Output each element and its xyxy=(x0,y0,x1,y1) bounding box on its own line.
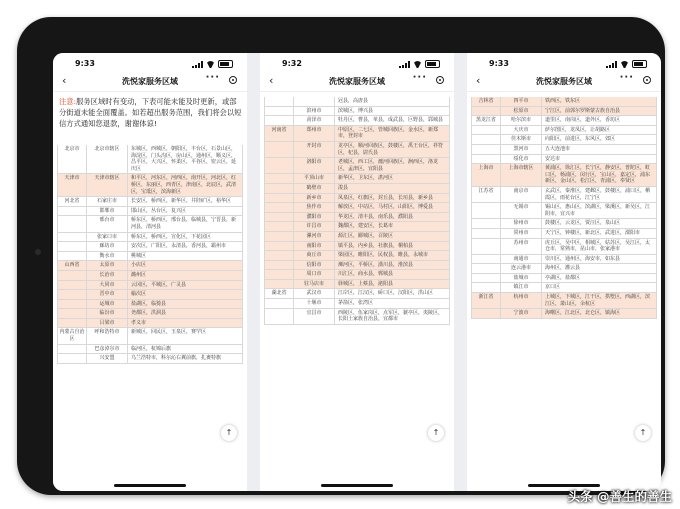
province-cell xyxy=(471,203,501,218)
city-cell: 哈尔滨市 xyxy=(501,116,542,125)
table-row xyxy=(471,274,657,284)
province-cell xyxy=(471,309,501,318)
city-cell: 焦作市 xyxy=(294,203,335,212)
phone-screen-1 xyxy=(53,53,247,491)
table-row xyxy=(57,290,243,300)
province-cell xyxy=(264,280,294,289)
battery-icon xyxy=(425,60,440,68)
province-cell xyxy=(264,242,294,251)
wifi-icon xyxy=(206,61,215,68)
table-row xyxy=(471,293,657,309)
city-cell: 天津市辖区 xyxy=(87,174,128,196)
province-cell xyxy=(471,219,501,228)
table-row xyxy=(57,197,243,207)
close-miniapp-icon[interactable] xyxy=(229,76,237,84)
table-row xyxy=(264,280,450,290)
more-icon[interactable]: ··· xyxy=(619,72,634,83)
back-icon[interactable]: ‹ xyxy=(476,74,481,87)
district-cell: 驿城区，上蔡县，泌阳县 xyxy=(335,280,450,289)
table-row xyxy=(57,281,243,291)
province-cell xyxy=(471,107,501,116)
table-row xyxy=(471,239,657,255)
city-cell: 漯河市 xyxy=(294,232,335,241)
district-cell: 长安区，桥西区，新华区，井陉矿区，裕华区 xyxy=(128,197,243,206)
table-row xyxy=(264,251,450,261)
province-cell xyxy=(57,207,87,216)
district-cell: 魏都区，建安区，长葛市 xyxy=(335,222,450,231)
page-title: 洗悦家服务区域 xyxy=(329,77,385,86)
table-row xyxy=(264,184,450,194)
close-miniapp-icon[interactable] xyxy=(643,76,651,84)
province-cell: 北京市 xyxy=(57,145,87,173)
district-cell: 盐湖区，临猗县 xyxy=(128,300,243,309)
district-cell: 中原区，二七区，管城回族区，金水区，新郑市，登封市 xyxy=(335,126,450,141)
table-row xyxy=(471,164,657,187)
camera-dot xyxy=(35,249,41,255)
district-cell: 东城区，西城区，朝阳区，丰台区，石景山区，海淀区，门头沟区，房山区，通州区，顺义区，昌平区，大兴区，怀柔区，平谷区，密云区，延庆区 xyxy=(128,145,243,173)
table-row xyxy=(57,354,243,364)
city-cell: 开封市 xyxy=(294,142,335,157)
table-row xyxy=(264,116,450,126)
table-row xyxy=(264,289,450,299)
city-cell: 黑河市 xyxy=(501,145,542,154)
province-cell: 河南省 xyxy=(264,126,294,141)
city-cell: 邢台市 xyxy=(87,216,128,231)
city-cell: 吕梁市 xyxy=(87,319,128,328)
phone-gap xyxy=(454,53,467,491)
table-row xyxy=(57,328,243,344)
province-cell xyxy=(57,345,87,354)
status-time: 9:33 xyxy=(75,59,95,68)
table-row xyxy=(57,216,243,232)
province-cell xyxy=(264,142,294,157)
city-cell: 邯郸市 xyxy=(87,207,128,216)
city-cell: 十堰市 xyxy=(294,299,335,308)
wifi-icon xyxy=(413,61,422,68)
city-cell: 运城市 xyxy=(87,300,128,309)
tablet-frame xyxy=(17,17,665,495)
city-cell: 连云港市 xyxy=(501,264,542,273)
table-row xyxy=(57,261,243,271)
city-cell: 太原市 xyxy=(87,261,128,270)
status-bar xyxy=(260,53,454,71)
district-cell: 源汇区，郾城区，召陵区 xyxy=(335,232,450,241)
table-row xyxy=(57,145,243,174)
province-cell xyxy=(57,354,87,363)
status-bar xyxy=(467,53,661,71)
district-cell: 五大连池市 xyxy=(542,145,657,154)
province-cell xyxy=(264,222,294,231)
district-cell: 崇川区，通州区，海安市，如东县 xyxy=(542,255,657,264)
city-cell: 镇江市 xyxy=(501,283,542,292)
table-row xyxy=(57,242,243,252)
province-cell xyxy=(264,194,294,203)
table-row xyxy=(57,233,243,243)
province-cell xyxy=(57,216,87,231)
province-cell xyxy=(57,319,87,328)
province-cell xyxy=(57,300,87,309)
city-cell: 周口市 xyxy=(294,270,335,279)
province-cell xyxy=(471,126,501,135)
province-cell xyxy=(471,264,501,273)
city-cell: 临汾市 xyxy=(87,309,128,318)
province-cell xyxy=(471,255,501,264)
table-row xyxy=(264,213,450,223)
nav-bar xyxy=(260,71,454,92)
province-cell xyxy=(264,213,294,222)
province-cell: 天津市 xyxy=(57,174,87,196)
district-cell: 华龙区，清丰县，南乐县，濮阳县 xyxy=(335,213,450,222)
table-row xyxy=(264,270,450,280)
table-row xyxy=(264,309,450,325)
province-cell xyxy=(57,242,87,251)
district-cell: 锡山区，惠山区，滨湖区，梁溪区，新吴区，江阴市，宜兴市 xyxy=(542,203,657,218)
district-cell: 浉河区，平桥区，潢川县，淮滨县 xyxy=(335,261,450,270)
province-cell xyxy=(57,309,87,318)
city-cell: 大同市 xyxy=(87,281,128,290)
table-row xyxy=(264,261,450,271)
notice-text xyxy=(53,92,247,133)
province-cell: 内蒙古自治区 xyxy=(57,328,87,343)
table-row xyxy=(471,219,657,229)
city-cell: 鹤壁市 xyxy=(294,184,335,193)
table-row xyxy=(264,232,450,242)
district-cell: 榆次区 xyxy=(128,290,243,299)
home-indicator[interactable] xyxy=(114,484,186,487)
province-cell xyxy=(471,145,501,154)
city-cell: 信阳市 xyxy=(294,261,335,270)
district-cell: 桃城区 xyxy=(128,252,243,261)
city-cell: 晋中市 xyxy=(87,290,128,299)
table-row xyxy=(264,107,450,117)
city-cell: 宜昌市 xyxy=(294,309,335,324)
district-cell: 和平区，河东区，河西区，南开区，河北区，红桥区，东丽区，西青区，津南区，北辰区，武清区，宝坻区，滨海新区 xyxy=(128,174,243,196)
province-cell xyxy=(264,184,294,193)
district-cell: 新城区，回民区，玉泉区，赛罕区 xyxy=(128,328,243,343)
scroll-top-button[interactable]: ↑ xyxy=(221,425,237,441)
phone-gap xyxy=(247,53,260,491)
city-cell: 张家口市 xyxy=(87,233,128,242)
province-cell xyxy=(264,116,294,125)
service-area-table xyxy=(264,97,450,325)
district-cell: 老城区，西工区，瀍河回族区，涧西区，洛龙区，孟津区，宜阳县 xyxy=(335,158,450,173)
district-cell: 桥东区，桥西区，宣化区，下花园区 xyxy=(128,233,243,242)
table-row xyxy=(264,158,450,174)
table-row xyxy=(264,203,450,213)
province-cell xyxy=(57,271,87,280)
district-cell: 亭湖区，盐都区 xyxy=(542,274,657,283)
city-cell: 濮阳市 xyxy=(294,213,335,222)
table-row xyxy=(471,155,657,165)
district-cell: 安达市 xyxy=(542,155,657,164)
province-cell xyxy=(264,203,294,212)
district-cell: 道里区，南岗区，道外区，香坊区 xyxy=(542,116,657,125)
city-cell: 滨州市 xyxy=(294,107,335,116)
table-row xyxy=(57,309,243,319)
table-row xyxy=(57,252,243,262)
table-row xyxy=(264,142,450,158)
district-cell: 尧都区，洪洞县 xyxy=(128,309,243,318)
city-cell: 无锡市 xyxy=(501,203,542,218)
scroll-top-button[interactable]: ↑ xyxy=(635,425,651,441)
back-icon[interactable]: ‹ xyxy=(269,74,274,87)
battery-icon xyxy=(632,60,647,68)
more-icon[interactable]: ··· xyxy=(412,72,427,83)
city-cell xyxy=(294,97,335,106)
city-cell: 绥化市 xyxy=(501,155,542,164)
table-row xyxy=(471,283,657,293)
district-cell: 京口区 xyxy=(542,283,657,292)
city-cell: 廊坊市 xyxy=(87,242,128,251)
status-bar xyxy=(53,53,247,71)
district-cell: 海州区，灌云县 xyxy=(542,264,657,273)
city-cell: 大庆市 xyxy=(501,126,542,135)
province-cell xyxy=(264,107,294,116)
table-row xyxy=(57,319,243,329)
watermark: 头条 @善生的善生 xyxy=(567,489,672,504)
table-row xyxy=(264,222,450,232)
city-cell: 菏泽市 xyxy=(294,116,335,125)
table-row xyxy=(264,126,450,142)
province-cell: 山西省 xyxy=(57,261,87,270)
scroll-top-button[interactable]: ↑ xyxy=(428,425,444,441)
district-cell: 黄浦区，徐汇区，长宁区，静安区，普陀区，虹口区，杨浦区，闵行区，宝山区，嘉定区，浦东新区，金山区，松江区，青浦区，奉贤区 xyxy=(542,164,657,186)
city-cell: 南阳市 xyxy=(294,242,335,251)
province-cell xyxy=(471,283,501,292)
district-cell: 镇平县，内乡县，社旗县，桐柏县 xyxy=(335,242,450,251)
district-cell: 乌兰浩特市，科尔沁右翼前旗，扎赉特旗 xyxy=(128,354,243,363)
province-cell xyxy=(264,309,294,324)
province-cell xyxy=(264,174,294,183)
city-cell: 宁波市 xyxy=(501,309,542,318)
phone-screen-2 xyxy=(260,53,454,491)
table-row xyxy=(57,300,243,310)
table-row xyxy=(471,107,657,117)
province-cell xyxy=(264,261,294,270)
notice-body: 服务区域时有变动，下表可能未能及时更新，或部分街道未能全面覆盖。如若超出服务范围，我们将会以短信方式通知您退款，谢谢体谅! xyxy=(59,97,242,129)
district-cell: 邯山区，丛台区，复兴区 xyxy=(128,207,243,216)
table-row xyxy=(471,309,657,319)
table-row xyxy=(471,145,657,155)
table-row xyxy=(471,255,657,265)
city-cell: 上海市辖区 xyxy=(501,164,542,186)
province-cell xyxy=(264,270,294,279)
table-row xyxy=(471,187,657,203)
city-cell: 盐城市 xyxy=(501,274,542,283)
district-cell: 潞州区 xyxy=(128,271,243,280)
district-cell: 茅箭区，张湾区 xyxy=(335,299,450,308)
table-row xyxy=(471,97,657,107)
province-cell xyxy=(471,274,501,283)
district-cell: 安次区，广阳区，永清县，香河县，霸州市 xyxy=(128,242,243,251)
province-cell: 上海市 xyxy=(471,164,501,186)
city-cell: 四平市 xyxy=(501,97,542,106)
city-cell: 南通市 xyxy=(501,255,542,264)
city-cell: 商丘市 xyxy=(294,251,335,260)
city-cell: 呼和浩特市 xyxy=(87,328,128,343)
district-cell: 浚县 xyxy=(335,184,450,193)
district-cell: 龙亭区，顺河回族区，鼓楼区，禹王台区，祥符区，杞县，尉氏县 xyxy=(335,142,450,157)
nav-bar xyxy=(53,71,247,92)
district-cell: 云冈区，平城区，广灵县 xyxy=(128,281,243,290)
province-cell: 江苏省 xyxy=(471,187,501,202)
notice-prefix: 注意: xyxy=(59,97,77,106)
table-row xyxy=(57,271,243,281)
signal-icon xyxy=(192,61,203,68)
city-cell: 巴彦淖尔市 xyxy=(87,345,128,354)
province-cell xyxy=(57,233,87,242)
page-title: 洗悦家服务区域 xyxy=(122,77,178,86)
district-cell: 牡丹区，曹县，单县，成武县，巨野县，郓城县 xyxy=(335,116,450,125)
city-cell: 平顶山市 xyxy=(294,174,335,183)
province-cell xyxy=(264,299,294,308)
close-miniapp-icon[interactable] xyxy=(436,76,444,84)
province-cell xyxy=(471,135,501,144)
city-cell: 北京市辖区 xyxy=(87,145,128,173)
district-cell: 萨尔图区，龙凤区，让胡路区 xyxy=(542,126,657,135)
status-time: 9:32 xyxy=(282,59,302,68)
home-indicator[interactable] xyxy=(321,484,393,487)
city-cell: 郑州市 xyxy=(294,126,335,141)
table-row xyxy=(264,299,450,309)
signal-icon xyxy=(399,61,410,68)
province-cell xyxy=(57,252,87,261)
province-cell: 吉林省 xyxy=(471,97,501,106)
province-cell xyxy=(471,239,501,254)
province-cell: 浙江省 xyxy=(471,293,501,308)
district-cell: 冠县，高唐县 xyxy=(335,97,450,106)
province-cell xyxy=(471,155,501,164)
city-cell: 苏州市 xyxy=(501,239,542,254)
table-row xyxy=(471,135,657,145)
table-row xyxy=(264,242,450,252)
district-cell: 滨城区，博兴县 xyxy=(335,107,450,116)
table-row xyxy=(264,97,450,107)
city-cell: 许昌市 xyxy=(294,222,335,231)
table-row xyxy=(264,194,450,204)
table-row xyxy=(57,174,243,197)
district-cell: 孝义市 xyxy=(128,319,243,328)
battery-icon xyxy=(218,60,233,68)
province-cell xyxy=(264,251,294,260)
district-cell: 梁园区，睢阳区，民权县，睢县，永城市 xyxy=(335,251,450,260)
city-cell: 兴安盟 xyxy=(87,354,128,363)
province-cell xyxy=(57,290,87,299)
province-cell: 河北省 xyxy=(57,197,87,206)
district-cell: 临河区，杭锦后旗 xyxy=(128,345,243,354)
table-row xyxy=(471,229,657,239)
district-cell: 向阳区，前进区，东风区，郊区 xyxy=(542,135,657,144)
district-cell: 新华区，卫东区，湛河区 xyxy=(335,174,450,183)
city-cell: 松原市 xyxy=(501,107,542,116)
city-cell: 石家庄市 xyxy=(87,197,128,206)
district-cell: 天宁区，钟楼区，新北区，武进区，溧阳市 xyxy=(542,229,657,238)
district-cell: 小店区 xyxy=(128,261,243,270)
tablet-screen xyxy=(53,53,661,491)
service-area-table xyxy=(471,97,657,319)
status-time: 9:33 xyxy=(489,59,509,68)
table-row xyxy=(57,207,243,217)
service-area-table xyxy=(57,145,243,364)
signal-icon xyxy=(606,61,617,68)
province-cell xyxy=(264,232,294,241)
district-cell: 凤泉区，红旗区，封丘县，长垣县，新乡县 xyxy=(335,194,450,203)
city-cell: 徐州市 xyxy=(501,219,542,228)
district-cell: 玄武区，秦淮区，建邺区，鼓楼区，浦口区，栖霞区，雨花台区，江宁区 xyxy=(542,187,657,202)
city-cell: 武汉市 xyxy=(294,289,335,298)
province-cell xyxy=(57,281,87,290)
city-cell: 新乡市 xyxy=(294,194,335,203)
wifi-icon xyxy=(620,61,629,68)
district-cell: 铁西区，铁东区 xyxy=(542,97,657,106)
table-row xyxy=(471,264,657,274)
table-row xyxy=(471,116,657,126)
province-cell xyxy=(264,97,294,106)
phone-screen-3 xyxy=(467,53,661,491)
more-icon[interactable]: ··· xyxy=(205,72,220,83)
city-cell: 洛阳市 xyxy=(294,158,335,173)
province-cell: 黑龙江省 xyxy=(471,116,501,125)
city-cell: 常州市 xyxy=(501,229,542,238)
city-cell: 佳木斯市 xyxy=(501,135,542,144)
district-cell: 解放区，中站区，马村区，山阳区，博爱县 xyxy=(335,203,450,212)
province-cell xyxy=(264,158,294,173)
district-cell: 江岸区，江汉区，硚口区，汉阳区，洪山区 xyxy=(335,289,450,298)
back-icon[interactable]: ‹ xyxy=(62,74,67,87)
district-cell: 鼓楼区，云龙区，贾汪区，泉山区 xyxy=(542,219,657,228)
district-cell: 川汇区，商水县，郸城县 xyxy=(335,270,450,279)
city-cell: 长治市 xyxy=(87,271,128,280)
district-cell: 上城区，下城区，江干区，拱墅区，西湖区，滨江区，萧山区，余杭区 xyxy=(542,293,657,308)
table-row xyxy=(471,203,657,219)
page-title: 洗悦家服务区域 xyxy=(536,77,592,86)
nav-bar xyxy=(467,71,661,92)
table-row xyxy=(57,345,243,355)
province-cell xyxy=(471,229,501,238)
district-cell: 西陵区，伍家岗区，点军区，猇亭区，夷陵区，长阳土家族自治县，宜都市 xyxy=(335,309,450,324)
city-cell: 衡水市 xyxy=(87,252,128,261)
table-row xyxy=(264,174,450,184)
district-cell: 宁江区，前郭尔罗斯蒙古族自治县 xyxy=(542,107,657,116)
province-cell: 湖北省 xyxy=(264,289,294,298)
table-row xyxy=(471,126,657,136)
district-cell: 虎丘区，吴中区，相城区，姑苏区，吴江区，太仓市，常熟市，昆山市，张家港市 xyxy=(542,239,657,254)
city-cell: 南京市 xyxy=(501,187,542,202)
city-cell: 杭州市 xyxy=(501,293,542,308)
district-cell: 桥东区，桥西区，邢台县，临城县，宁晋县，新河县，清河县 xyxy=(128,216,243,231)
district-cell: 海曙区，江北区，北仑区，镇海区 xyxy=(542,309,657,318)
city-cell: 驻马店市 xyxy=(294,280,335,289)
